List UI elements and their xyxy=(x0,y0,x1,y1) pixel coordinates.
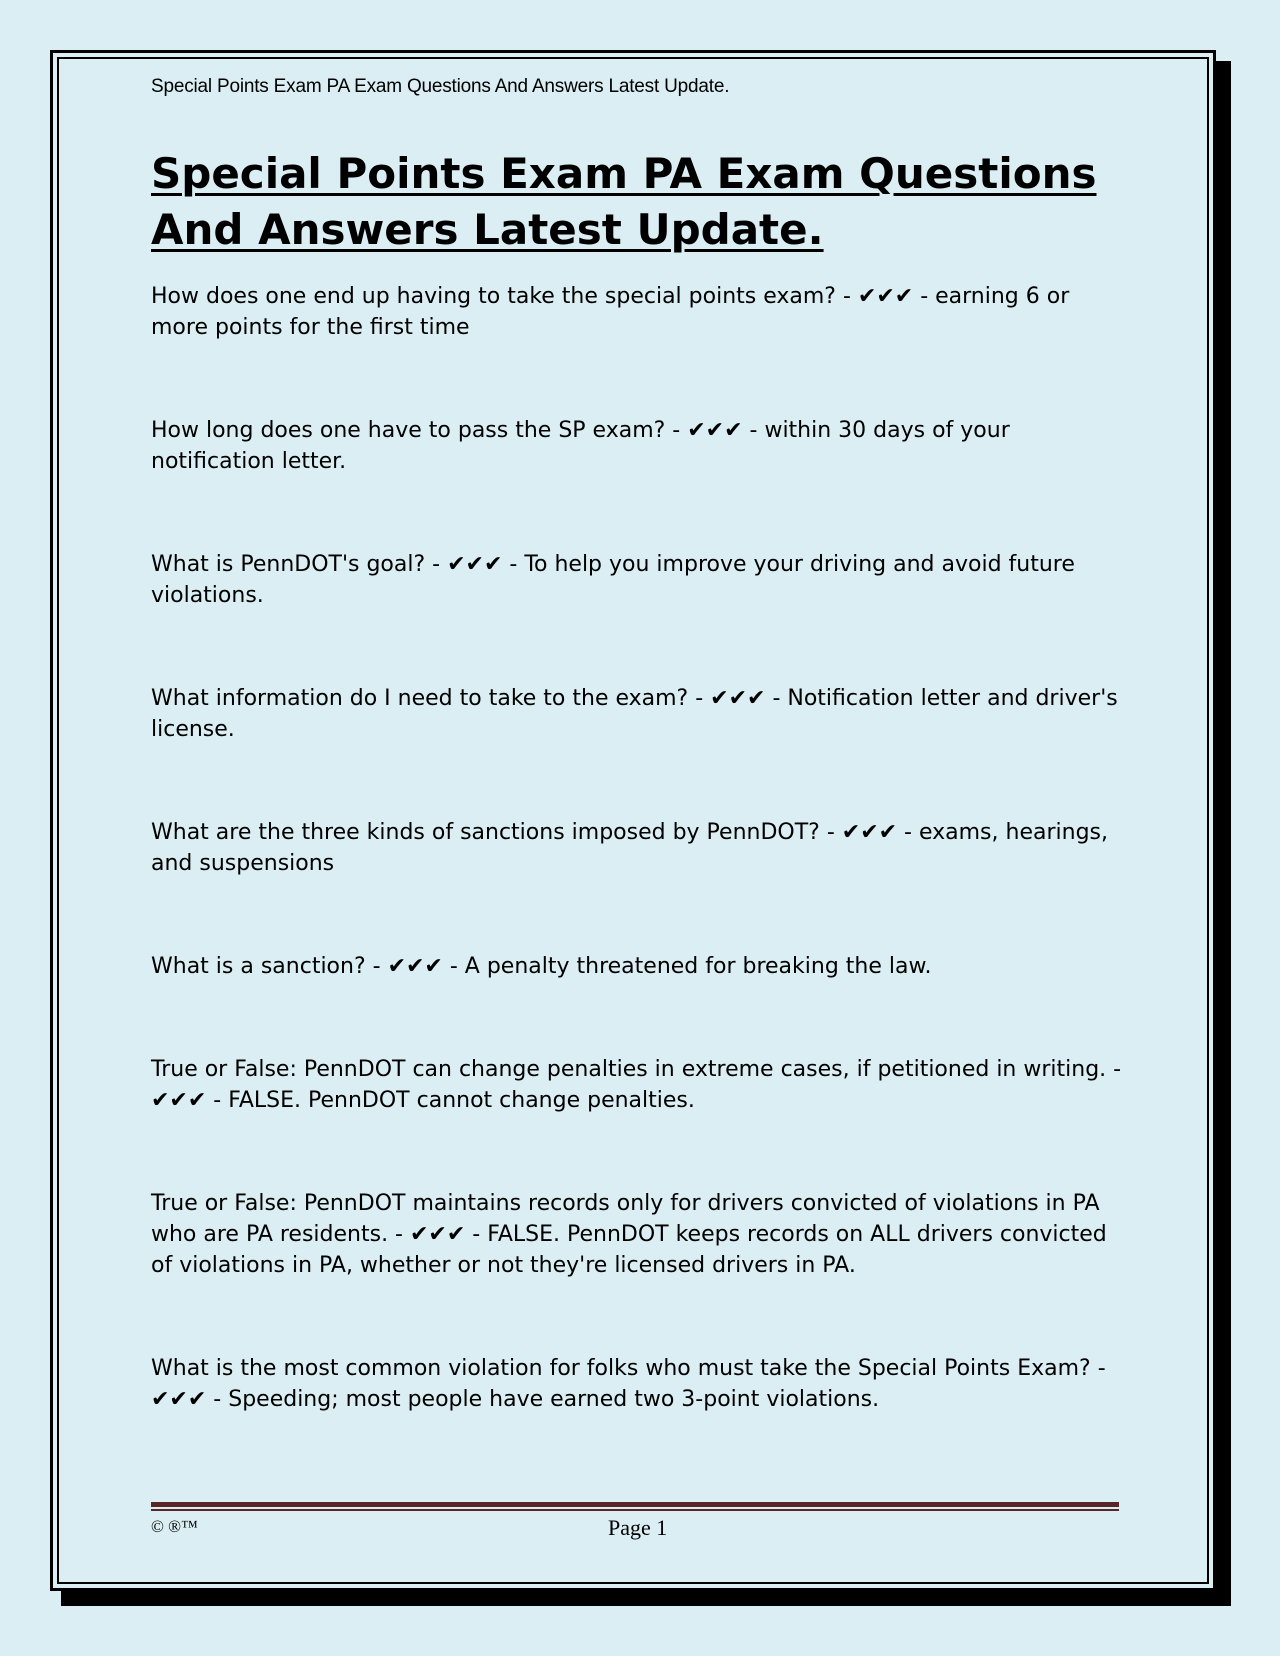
running-header: Special Points Exam PA Exam Questions And Answers Latest Update. xyxy=(151,76,730,97)
qa-item: True or False: PennDOT maintains records only for drivers convicted of violations in PA who are PA residents. - ✔✔✔ - FALSE. PennDOT keeps records on ALL drivers convicted of violations in PA, whether or not they're licensed drivers in PA. xyxy=(151,1191,1107,1278)
qa-item: What is a sanction? - ✔✔✔ - A penalty threatened for breaking the law. xyxy=(151,954,932,979)
page-number: Page 1 xyxy=(608,1515,668,1540)
qa-item: How long does one have to pass the SP exam? - ✔✔✔ - within 30 days of your notification letter. xyxy=(151,418,1010,474)
footer-symbols: © ®™ xyxy=(151,1517,198,1536)
qa-item: What are the three kinds of sanctions imposed by PennDOT? - ✔✔✔ - exams, hearings, and suspensions xyxy=(151,820,1108,876)
footer-divider xyxy=(151,1502,1119,1511)
qa-item: What is the most common violation for folks who must take the Special Points Exam? - ✔✔✔ - Speeding; most people have earned two 3-point violations. xyxy=(151,1356,1106,1412)
qa-item: How does one end up having to take the special points exam? - ✔✔✔ - earning 6 or more points for the first time xyxy=(151,284,1070,340)
qa-item: What is PennDOT's goal? - ✔✔✔ - To help you improve your driving and avoid future violations. xyxy=(151,552,1075,608)
qa-item: True or False: PennDOT can change penalties in extreme cases, if petitioned in writing. - ✔✔✔ - FALSE. PennDOT cannot change penalties. xyxy=(151,1057,1122,1113)
document-title: Special Points Exam PA Exam Questions And Answers Latest Update. xyxy=(151,149,1097,254)
qa-item: What information do I need to take to the exam? - ✔✔✔ - Notification letter and driver's license. xyxy=(151,686,1118,742)
